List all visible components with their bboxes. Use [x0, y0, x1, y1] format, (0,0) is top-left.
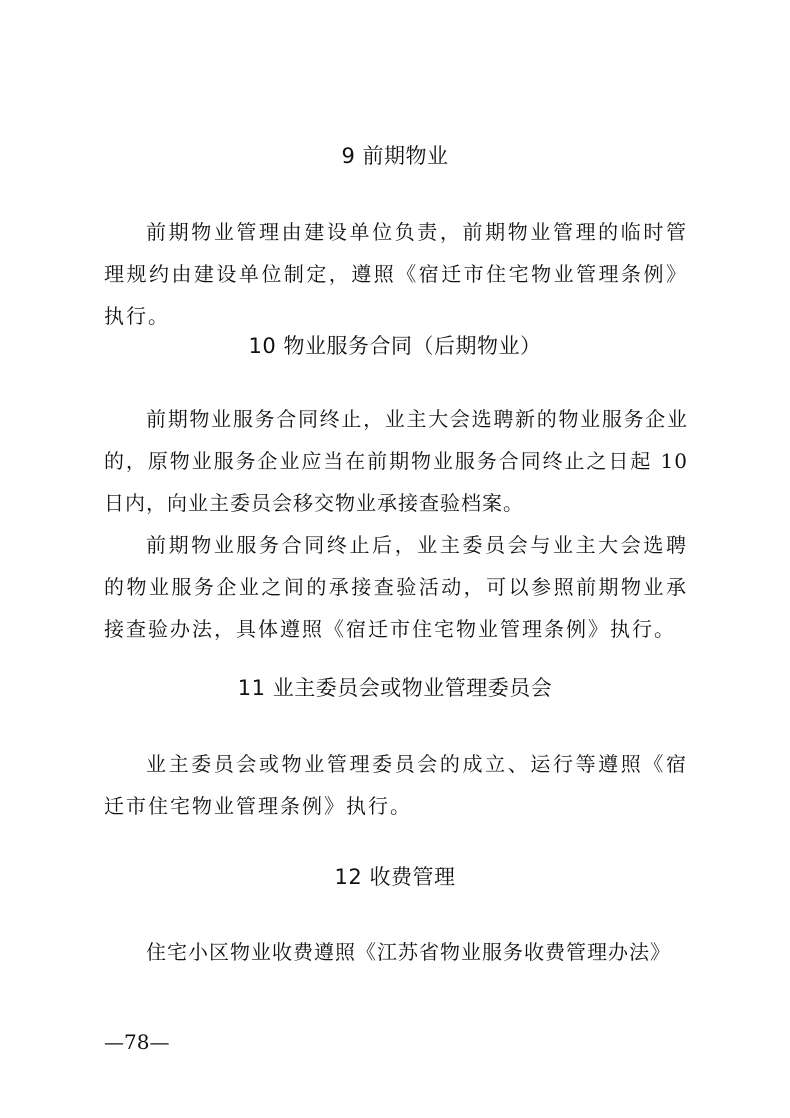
paragraph-fee-management: 住宅小区物业收费遵照《江苏省物业服务收费管理办法》 [146, 940, 671, 964]
paragraph-contract-termination: 前期物业服务合同终止，业主大会选聘新的物业服务企业的，原物业服务企业应当在前期物业服务合同终止之日起 10 日内，向业主委员会移交物业承接查验档案。 [104, 407, 688, 515]
paragraph-preliminary-management: 前期物业管理由建设单位负责，前期物业管理的临时管理规约由建设单位制定，遵照《宿迁市住宅物业管理条例》执行。 [104, 220, 688, 328]
section-heading-9: 9 前期物业 [341, 144, 449, 168]
section-heading-11: 11 业主委员会或物业管理委员会 [237, 676, 553, 700]
page-number: —78— [104, 1030, 170, 1054]
paragraph-handover-inspection: 前期物业服务合同终止后，业主委员会与业主大会选聘的物业服务企业之间的承接查验活动，可以参照前期物业承接查验办法，具体遵照《宿迁市住宅物业管理条例》执行。 [104, 533, 688, 641]
section-heading-12: 12 收费管理 [334, 865, 456, 889]
paragraph-owners-committee: 业主委员会或物业管理委员会的成立、运行等遵照《宿迁市住宅物业管理条例》执行。 [104, 752, 688, 818]
section-heading-10: 10 物业服务合同（后期物业） [248, 334, 542, 358]
